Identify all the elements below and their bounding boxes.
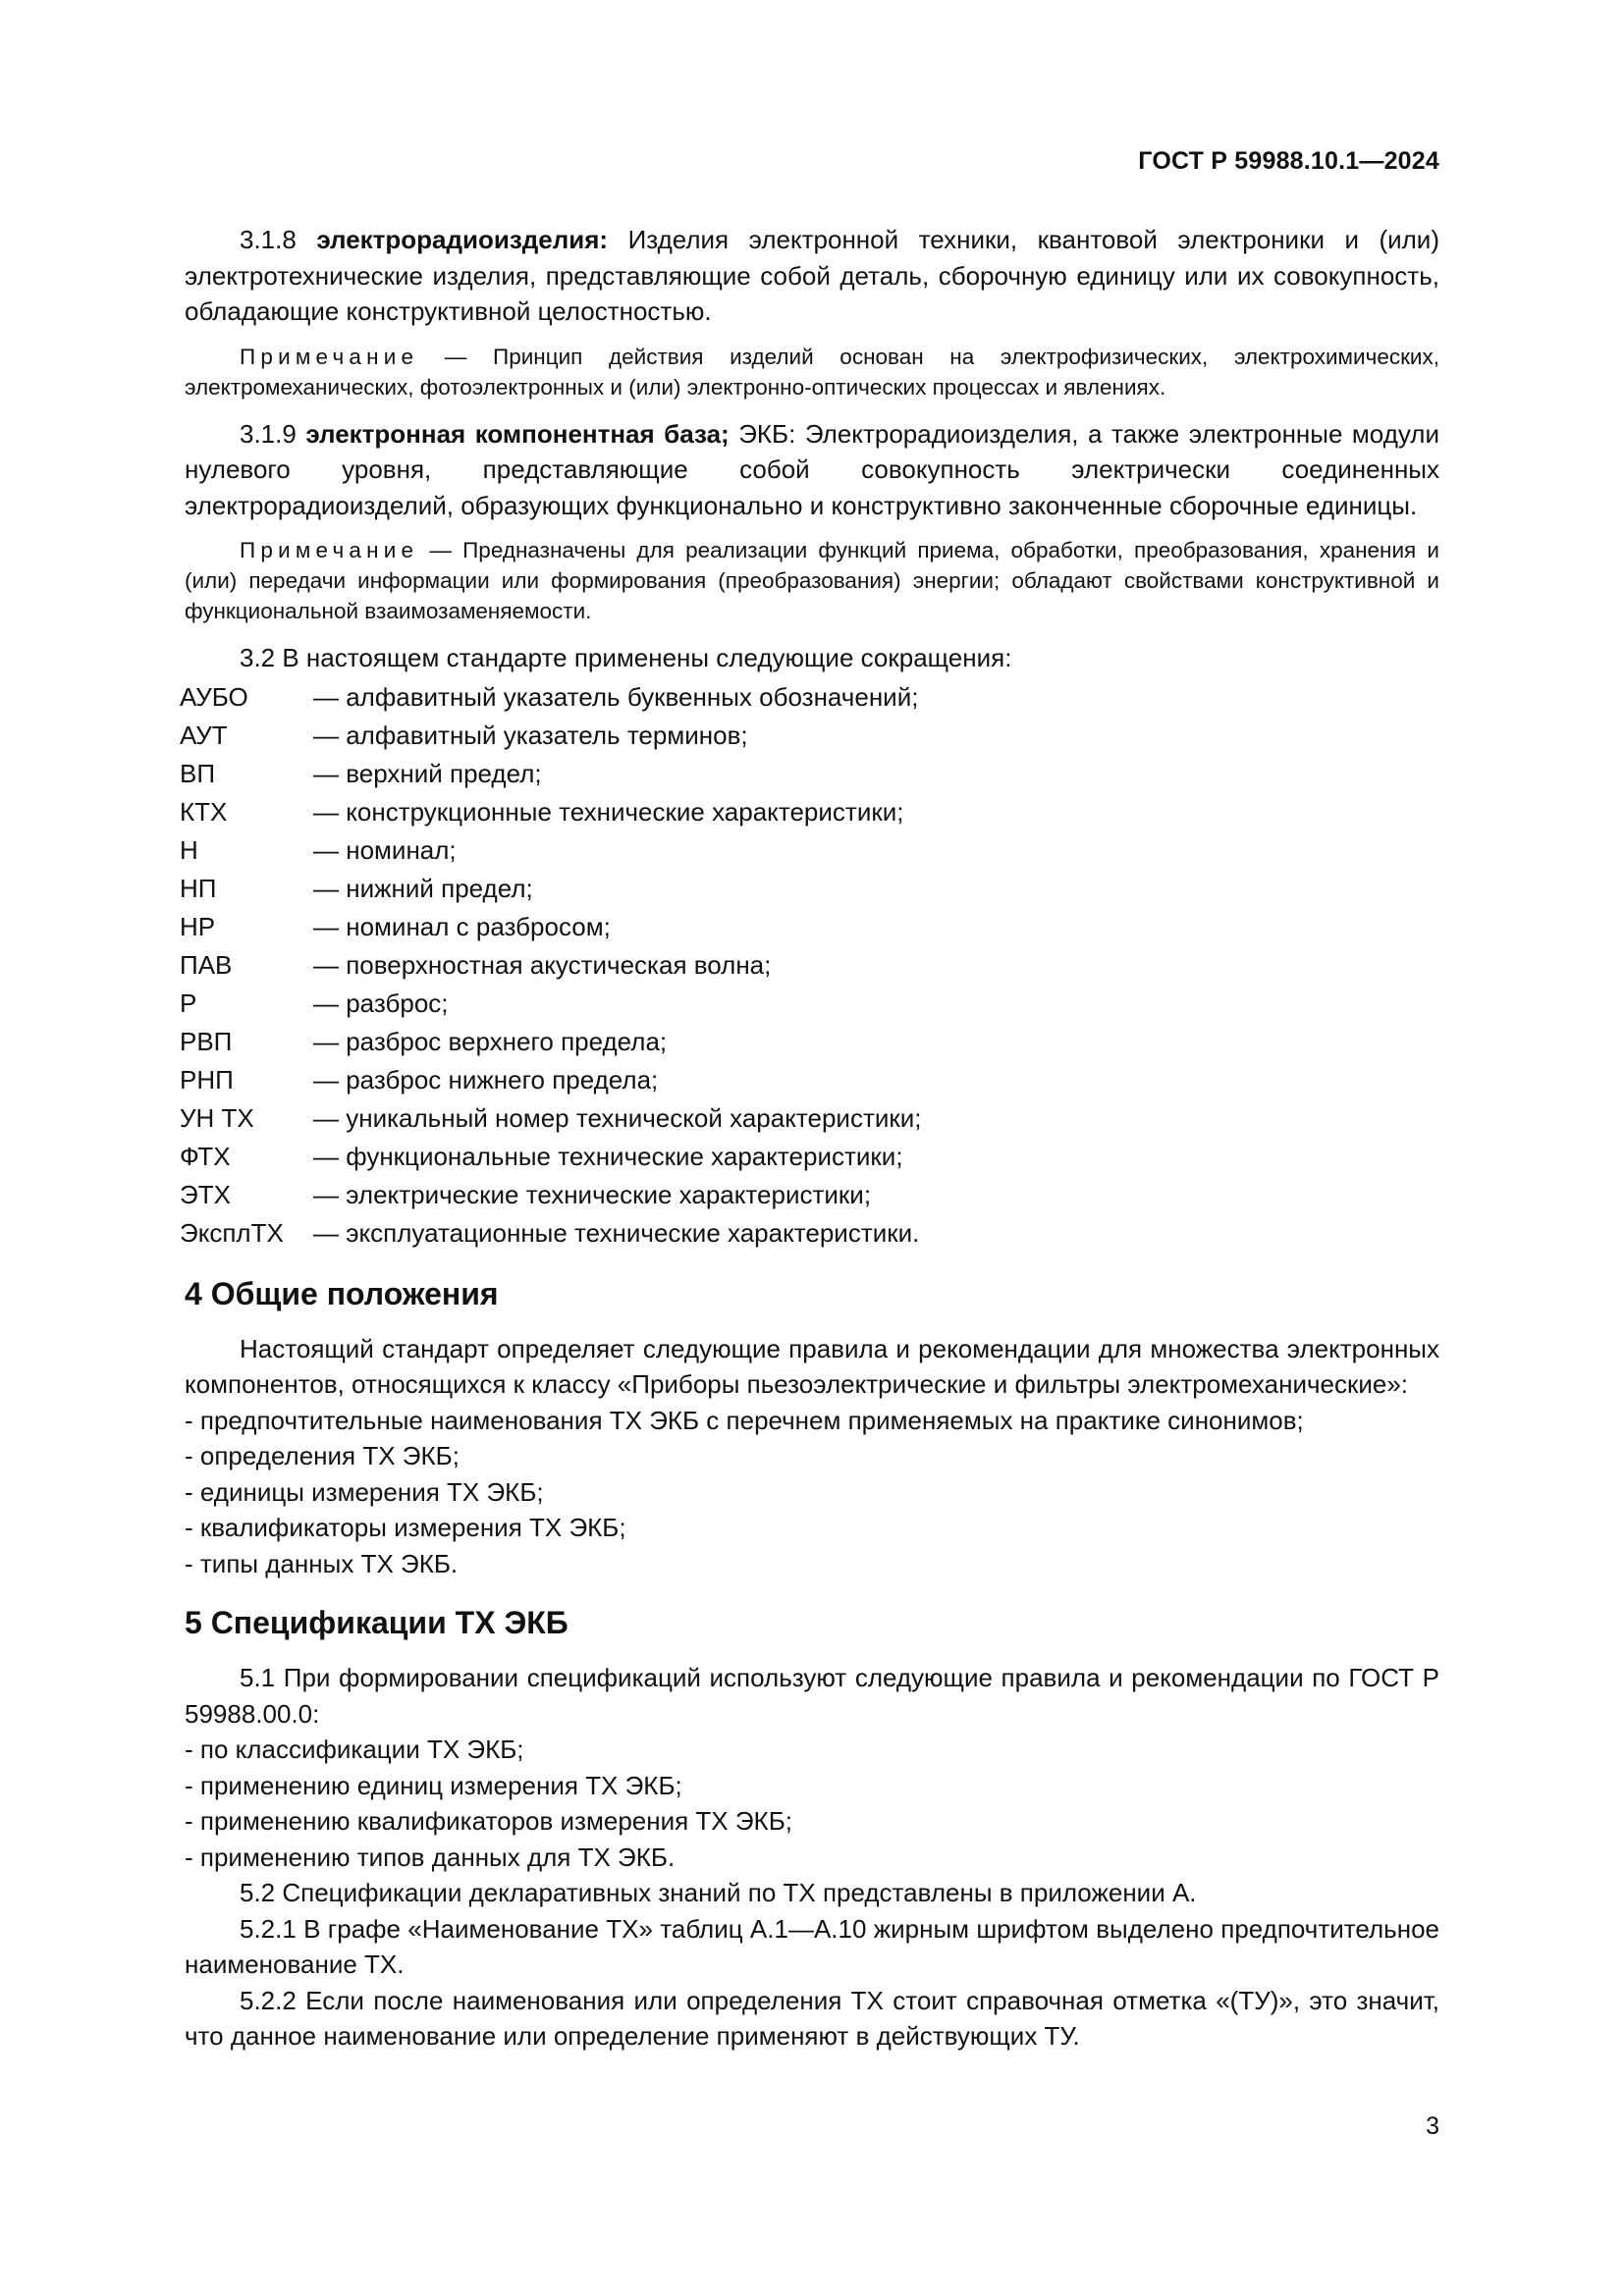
abbreviation: РВП bbox=[180, 1026, 233, 1056]
abbreviation: ФТХ bbox=[180, 1141, 231, 1171]
term: электронная компонентная база; bbox=[305, 418, 730, 449]
abbreviation-meaning: — функциональные технические характеристики; bbox=[313, 1141, 903, 1171]
abbreviation-row bbox=[180, 831, 1439, 870]
list-item: - квалификаторы измерения ТХ ЭКБ; bbox=[185, 1513, 626, 1542]
abbreviation-meaning: — нижний предел; bbox=[313, 873, 533, 903]
list-item: - по классификации ТХ ЭКБ; bbox=[185, 1735, 524, 1764]
standard-code-header: ГОСТ Р 59988.10.1—2024 bbox=[1138, 147, 1439, 175]
abbreviation-meaning: — номинал с разбросом; bbox=[313, 911, 611, 941]
clause-number: 3.1.8 bbox=[240, 225, 297, 254]
paragraph-5-2-2: 5.2.2 Если после наименования или определения ТХ стоит справочная отметка «(ТУ)», это значит, что данное наименование или определение применяют в действующих ТУ. bbox=[185, 1985, 1439, 2051]
section-4-list bbox=[185, 1403, 1439, 1582]
paragraph-5-2: 5.2 Спецификации декларативных знаний по ТХ представлены в приложении А. bbox=[240, 1878, 1197, 1907]
abbreviation-row bbox=[180, 1061, 1439, 1099]
abbreviation-meaning: — разброс нижнего предела; bbox=[313, 1064, 659, 1095]
page-number: 3 bbox=[1426, 2112, 1439, 2140]
abbreviation-meaning: — эксплуатационные технические характеристики. bbox=[313, 1217, 920, 1248]
abbreviation: КТХ bbox=[180, 796, 228, 827]
list-item: - применению типов данных для ТХ ЭКБ. bbox=[185, 1842, 676, 1872]
definition-3-1-9 bbox=[185, 416, 1439, 524]
abbreviation-row bbox=[180, 1023, 1439, 1061]
abbreviation-meaning: — верхний предел; bbox=[313, 758, 542, 788]
section-5-heading: 5 Спецификации ТХ ЭКБ bbox=[185, 1605, 568, 1640]
abbreviation: ВП bbox=[180, 758, 216, 788]
list-item: - определения ТХ ЭКБ; bbox=[185, 1441, 460, 1470]
abbreviation-meaning: — поверхностная акустическая волна; bbox=[313, 949, 772, 980]
abbreviations-intro: 3.2 В настоящем стандарте применены следующие сокращения: bbox=[240, 643, 1012, 672]
abbreviation-meaning: — разброс верхнего предела; bbox=[313, 1026, 668, 1056]
abbreviation-row bbox=[180, 908, 1439, 946]
section-4-heading: 4 Общие положения bbox=[185, 1275, 499, 1311]
abbreviation-row bbox=[180, 1099, 1439, 1138]
abbreviation-row bbox=[180, 717, 1439, 755]
abbreviation: РНП bbox=[180, 1064, 234, 1095]
abbreviation-row bbox=[180, 678, 1439, 717]
paragraph-5-1: 5.1 При формировании спецификаций используют следующие правила и рекомендации по ГОСТ Р 59988.00.0: bbox=[185, 1663, 1439, 1729]
abbreviation: НП bbox=[180, 873, 217, 903]
list-item: - типы данных ТХ ЭКБ. bbox=[185, 1548, 459, 1578]
list-item: - предпочтительные наименования ТХ ЭКБ с перечнем применяемых на практике синонимов; bbox=[185, 1405, 1304, 1435]
definition-text: Изделия электронной техники, квантовой электроники и (или) электротехнические изделия, представляющие собой деталь, сборочную единицу или их совокупность, обладающие конструктивной целостностью. bbox=[185, 225, 1439, 326]
note-text: — Предназначены для реализации функций приема, обработки, преобразования, хранения и (или) передачи информации или формирования (преобразования) энергии; обладают свойствами конструктивной и функциональной взаимозаменяемости. bbox=[185, 538, 1439, 623]
abbreviation: Н bbox=[180, 834, 198, 865]
abbreviation-meaning: — алфавитный указатель буквенных обозначений; bbox=[313, 681, 919, 712]
note-3-1-9 bbox=[185, 535, 1439, 626]
abbreviation-meaning: — алфавитный указатель терминов; bbox=[313, 720, 748, 750]
abbreviation-row bbox=[180, 1176, 1439, 1214]
definition-3-1-8 bbox=[185, 222, 1439, 330]
abbreviation-row bbox=[180, 870, 1439, 908]
abbreviation-row bbox=[180, 1214, 1439, 1253]
abbreviation: ЭТХ bbox=[180, 1179, 231, 1209]
clause-number: 3.1.9 bbox=[240, 418, 297, 449]
abbreviation: ЭксплТХ bbox=[180, 1217, 284, 1248]
abbreviation-meaning: — номинал; bbox=[313, 834, 457, 865]
definition-text: ЭКБ: Электрорадиоизделия, а также электронные модули нулевого уровня, представляющие собой совокупность электрически соединенных электрорадиоизделий, образующих функционально и конструктивно законченные сборочные единицы. bbox=[185, 418, 1439, 520]
abbreviation: Р bbox=[180, 988, 197, 1018]
abbreviation-row bbox=[180, 755, 1439, 793]
abbreviations-list bbox=[180, 678, 1439, 1253]
note-label: Примечание bbox=[240, 344, 419, 369]
abbreviation: АУБО bbox=[180, 681, 248, 712]
note-label: Примечание bbox=[240, 538, 419, 562]
abbreviation-row bbox=[180, 1138, 1439, 1176]
paragraph-5-2-1: 5.2.1 В графе «Наименование ТХ» таблиц А.1—А.10 жирным шрифтом выделено предпочтительное наименование ТХ. bbox=[185, 1913, 1439, 1979]
section-4-intro: Настоящий стандарт определяет следующие правила и рекомендации для множества электронных компонентов, относящихся к классу «Приборы пьезоэлектрические и фильтры электромеханические»: bbox=[185, 1333, 1439, 1399]
abbreviation-meaning: — разброс; bbox=[313, 988, 449, 1018]
abbreviation-row bbox=[180, 946, 1439, 985]
abbreviation-row bbox=[180, 985, 1439, 1023]
abbreviation-meaning: — электрические технические характеристики; bbox=[313, 1179, 872, 1209]
abbreviation: АУТ bbox=[180, 720, 228, 750]
list-item: - применению единиц измерения ТХ ЭКБ; bbox=[185, 1770, 682, 1800]
abbreviation-row bbox=[180, 793, 1439, 831]
note-text: — Принцип действия изделий основан на электрофизических, электрохимических, электромеханических, фотоэлектронных и (или) электронно-оптических процессах и явлениях. bbox=[185, 344, 1439, 400]
section-5-list bbox=[185, 1732, 1439, 1875]
abbreviation: НР bbox=[180, 911, 216, 941]
list-item: - единицы измерения ТХ ЭКБ; bbox=[185, 1476, 544, 1507]
note-3-1-8 bbox=[185, 342, 1439, 402]
abbreviation: ПАВ bbox=[180, 949, 233, 980]
abbreviation: УН ТХ bbox=[180, 1102, 254, 1133]
list-item: - применению квалификаторов измерения ТХ ЭКБ; bbox=[185, 1806, 792, 1836]
term: электрорадиоизделия: bbox=[316, 225, 609, 254]
document-body bbox=[180, 222, 1439, 2055]
abbreviation-meaning: — уникальный номер технической характеристики; bbox=[313, 1102, 922, 1133]
abbreviation-meaning: — конструкционные технические характеристики; bbox=[313, 796, 904, 827]
